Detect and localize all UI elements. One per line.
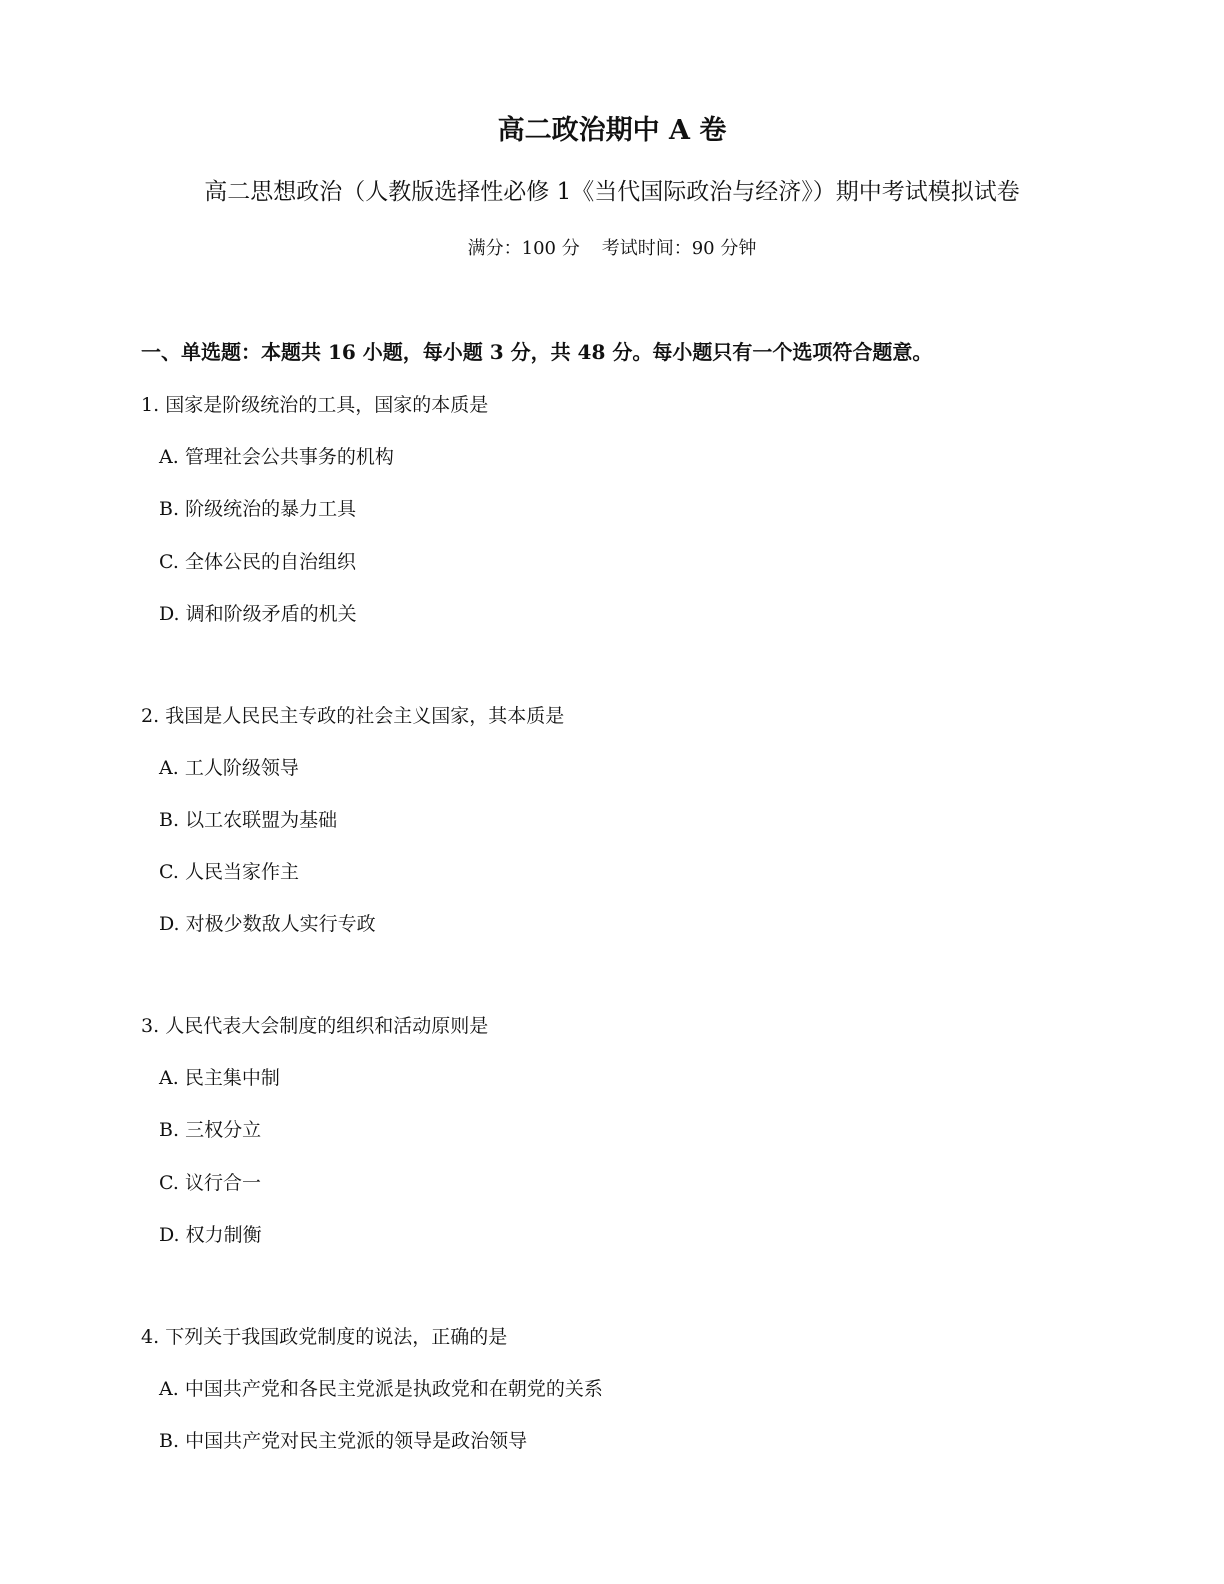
question-1-option-a [159, 443, 394, 471]
option-letter: B. [159, 1119, 180, 1141]
option-text: 人民当家作主 [184, 861, 299, 883]
question-1-option-d [159, 600, 357, 628]
option-letter: B. [159, 498, 180, 520]
option-letter: D. [159, 1224, 180, 1246]
option-text: 工人阶级领导 [184, 757, 299, 779]
option-text: 三权分立 [185, 1119, 262, 1141]
question-2-option-b [159, 806, 337, 834]
option-letter: B. [159, 809, 180, 831]
section-heading: 一、单选题：本题共 16 小题，每小题 3 分，共 48 分。每小题只有一个选项符合题意。 [141, 340, 933, 364]
option-letter: A. [159, 1067, 179, 1089]
exam-time-text: 考试时间：90 分钟 [601, 238, 757, 259]
option-letter: C. [159, 1172, 179, 1194]
option-letter: D. [159, 603, 180, 625]
question-3-option-c [159, 1169, 261, 1197]
question-3-option-a [159, 1064, 280, 1092]
option-text: 阶级统治的暴力工具 [185, 498, 357, 520]
option-text: 民主集中制 [184, 1067, 280, 1089]
question-number: 4. [141, 1326, 160, 1348]
option-letter: D. [159, 913, 180, 935]
question-text: 人民代表大会制度的组织和活动原则是 [165, 1015, 489, 1037]
exam-subtitle: 高二思想政治（人教版选择性必修 1《当代国际政治与经济》）期中考试模拟试卷 [204, 179, 1020, 205]
full-score-text: 满分：100 分 [467, 238, 580, 259]
option-text: 中国共产党对民主党派的领导是政治领导 [185, 1430, 528, 1452]
question-2-option-c [159, 858, 299, 886]
option-letter: A. [159, 446, 179, 468]
option-letter: C. [159, 861, 179, 883]
option-text: 以工农联盟为基础 [185, 809, 338, 831]
option-text: 调和阶级矛盾的机关 [185, 603, 357, 625]
exam-info-line [0, 236, 1224, 262]
question-number: 1. [141, 394, 160, 416]
question-text: 我国是人民民主专政的社会主义国家，其本质是 [165, 705, 565, 727]
question-4-option-b [159, 1427, 527, 1455]
option-letter: C. [159, 551, 179, 573]
question-text: 国家是阶级统治的工具，国家的本质是 [165, 394, 489, 416]
question-text: 下列关于我国政党制度的说法，正确的是 [165, 1326, 508, 1348]
exam-title: 高二政治期中 A 卷 [497, 115, 727, 146]
question-2 [141, 702, 564, 730]
question-3-option-b [159, 1116, 261, 1144]
question-2-option-a [159, 754, 299, 782]
question-4-option-a [159, 1375, 603, 1403]
option-text: 全体公民的自治组织 [184, 551, 356, 573]
question-3 [141, 1012, 488, 1040]
question-3-option-d [159, 1221, 262, 1249]
option-text: 管理社会公共事务的机构 [184, 446, 394, 468]
question-2-option-d [159, 910, 376, 938]
question-1-option-b [159, 495, 356, 523]
question-1 [141, 391, 488, 419]
question-4 [141, 1323, 507, 1351]
question-number: 3. [141, 1015, 160, 1037]
question-number: 2. [141, 705, 160, 727]
option-text: 议行合一 [184, 1172, 261, 1194]
option-text: 中国共产党和各民主党派是执政党和在朝党的关系 [184, 1378, 603, 1400]
option-letter: B. [159, 1430, 180, 1452]
option-letter: A. [159, 1378, 179, 1400]
option-text: 对极少数敌人实行专政 [185, 913, 376, 935]
question-1-option-c [159, 548, 356, 576]
option-letter: A. [159, 757, 179, 779]
option-text: 权力制衡 [185, 1224, 262, 1246]
